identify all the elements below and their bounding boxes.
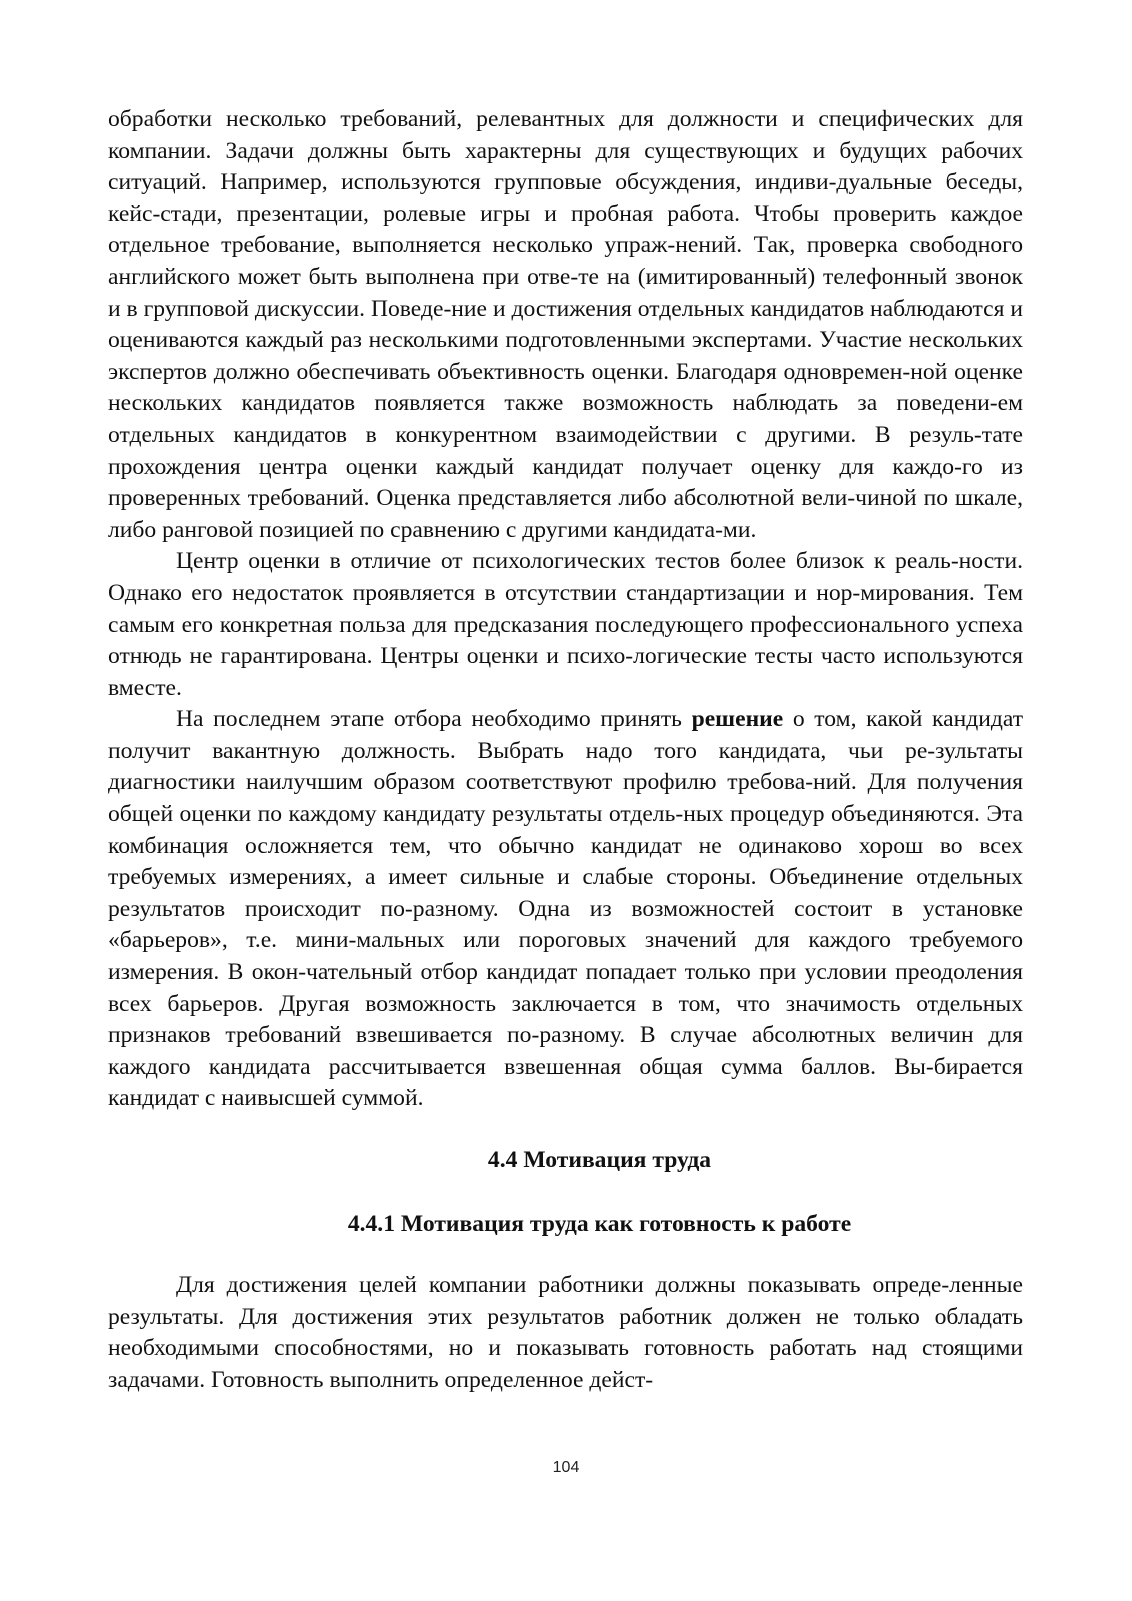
section-heading: 4.4 Мотивация труда xyxy=(487,1147,712,1173)
subsection-heading: 4.4.1 Мотивация труда как готовность к работе xyxy=(347,1210,852,1237)
document-page xyxy=(108,104,1023,1397)
bold-term: решение xyxy=(691,706,784,733)
page-number: 104 xyxy=(552,1459,580,1476)
paragraph-text: На последнем этапе отбора необходимо принять xyxy=(176,706,692,733)
paragraph xyxy=(108,704,1023,1115)
paragraph: обработки несколько требований, релевантных для должности и специфических для компании. Задачи должны быть характерны для существующих и будущих рабочих ситуаций. Например, используются групповые обсуждения, индиви-дуальные беседы, кейс-стади, презентации, ролевые игры и пробная работа. Чтобы проверить каждое отдельное требование, выполняется несколько упраж-нений. Так, проверка свободного английского может быть выполнена при отве-те на (имитированный) телефонный звонок и в групповой дискуссии. Поведе-ние и достижения отдельных кандидатов наблюдаются и оцениваются каждый раз несколькими подготовленными экспертами. Участие нескольких экспертов должно обеспечивать объективность оценки. Благодаря одновремен-ной оценке нескольких кандидатов появляется также возможность наблюдать за поведени-ем отдельных кандидатов в конкурентном взаимодействии с другими. В резуль-тате прохождения центра оценки каждый кандидат получает оценку для каждо-го из проверенных требований. Оценка представляется либо абсолютной вели-чиной по шкале, либо ранговой позицией по сравнению с другими кандидата-ми. xyxy=(108,106,1023,543)
paragraph: Для достижения целей компании работники должны показывать опреде-ленные результаты. Для достижения этих результатов работник должен не только обладать необходимыми способностями, но и показывать готовность работать над стоящими задачами. Готовность выполнить определенное дейст- xyxy=(108,1272,1023,1393)
paragraph-text: о том, какой кандидат получит вакантную должность. Выбрать надо того кандидата, чьи ре-зультаты диагностики наилучшим образом соответствуют профилю требова-ний. Для получения общей оценки по каждому кандидату результаты отдель-ных процедур объединяются. Эта комбинация осложняется тем, что обычно кандидат не одинаково хорош во всех требуемых измерениях, а имеет сильные и слабые стороны. Объединение отдельных результатов происходит по-разному. Одна из возможностей состоит в установке «барьеров», т.е. мини-мальных или пороговых значений для каждого требуемого измерения. В окон-чательный отбор кандидат попадает только при условии преодоления всех барьеров. Другая возможность заключается в том, что значимость отдельных признаков требований взвешивается по-разному. В случае абсолютных величин для каждого кандидата рассчитывается взвешенная общая сумма баллов. Вы-бирается кандидат с наивысшей суммой. xyxy=(108,706,1024,1112)
paragraph: Центр оценки в отличие от психологических тестов более близок к реаль-ности. Однако его недостаток проявляется в отсутствии стандартизации и нор-мирования. Тем самым его конкретная польза для предсказания последующего профессионального успеха отнюдь не гарантирована. Центры оценки и психо-логические тесты часто используются вместе. xyxy=(108,548,1023,701)
